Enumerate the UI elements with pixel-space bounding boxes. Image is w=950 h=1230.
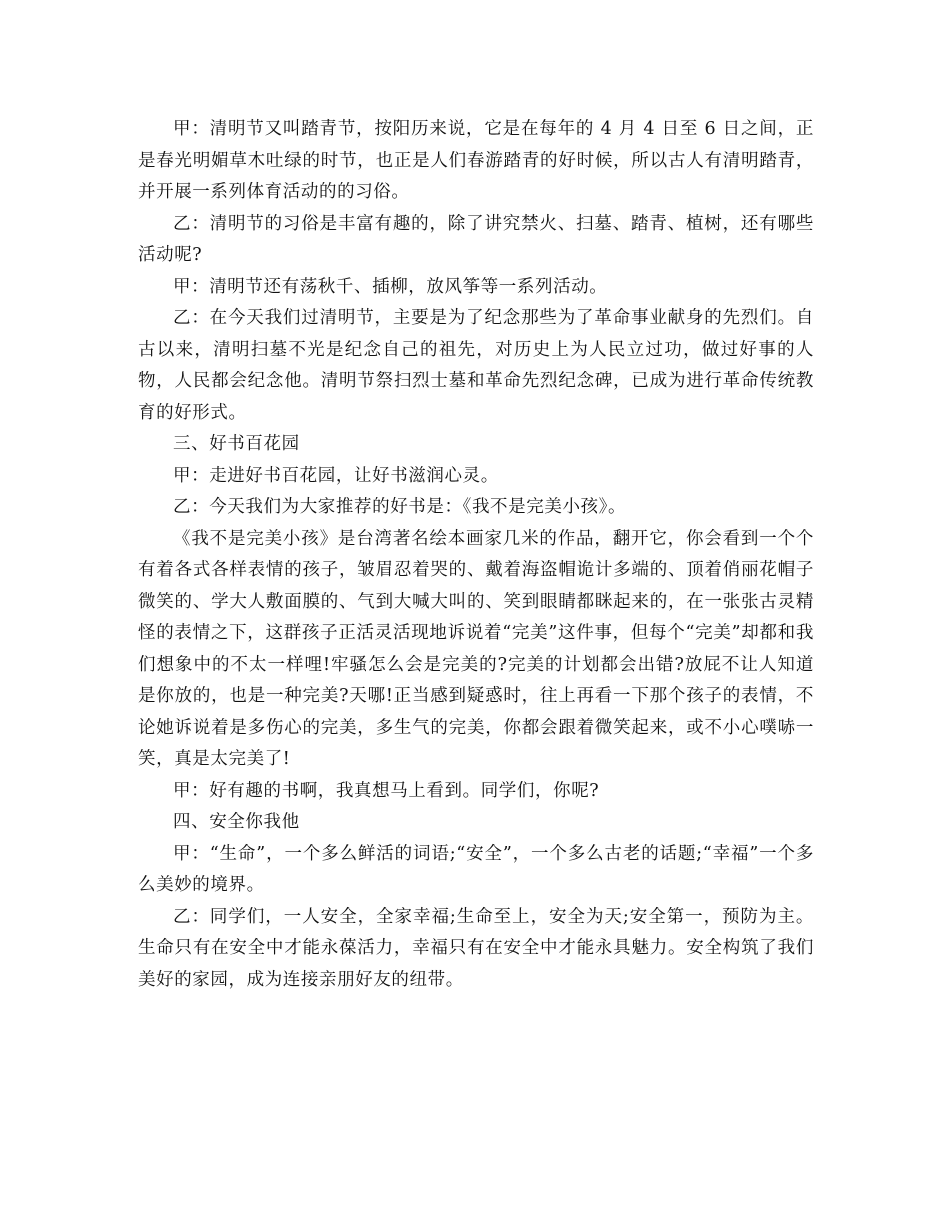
paragraph-activities: 甲：清明节还有荡秋千、插柳，放风筝等一系列活动。 [173,276,608,297]
paragraph-book-description: 《我不是完美小孩》是台湾著名绘本画家几米的作品，翻开它，你会看到一个个有着各式各样表情的孩子，皱眉忍着哭的、戴着海盗帽诡计多端的、顶着俏丽花帽子微笑的、学大人敷面膜的、气到大喊大叫的、笑到眼睛都眯起来的，在一张张古灵精怪的表情之下，这群孩子正活灵活现地诉说着“完美”这件事，但每个“完美”却都和我们想象中的不太一样哩!牢骚怎么会是完美的?完美的计划都会出错?放屁不让人知道是你放的，也是一种完美?天哪!正当感到疑惑时，往上再看一下那个孩子的表情，不论她诉说着是多伤心的完美，多生气的完美，你都会跟着微笑起来，或不小心噗哧一笑，真是太完美了! [138,528,814,769]
paragraph-book-reaction: 甲：好有趣的书啊，我真想马上看到。同学们，你呢? [173,780,600,801]
paragraph-safety-intro: 甲：“生命”，一个多么鲜活的词语;“安全”，一个多么古老的话题;“幸福”一个多么美妙的境界。 [138,843,814,895]
paragraph-safety-message: 乙：同学们，一人安全，全家幸福;生命至上，安全为天;安全第一，预防为主。生命只有在安全中才能永葆活力，幸福只有在安全中才能永具魅力。安全构筑了我们美好的家园，成为连接亲朋好友的纽带。 [138,906,814,990]
paragraph-qingming-intro: 甲：清明节又叫踏青节，按阳历来说，它是在每年的 4 月 4 日至 6 日之间，正是春光明媚草木吐绿的时节，也正是人们春游踏青的好时候，所以古人有清明踏青，并开展一系列体育活动的的习俗。 [138,119,814,202]
document-page [138,114,814,996]
paragraph-commemoration: 乙：在今天我们过清明节，主要是为了纪念那些为了革命事业献身的先烈们。自古以来，清明扫墓不光是纪念自己的祖先，对历史上为人民立过功，做过好事的人物，人民都会纪念他。清明节祭扫烈士墓和革命先烈纪念碑，已成为进行革命传统教育的好形式。 [138,308,814,423]
section-heading-safety: 四、安全你我他 [173,812,300,832]
paragraph-book-intro: 甲：走进好书百花园，让好书滋润心灵。 [173,465,499,486]
paragraph-customs-question: 乙：清明节的习俗是丰富有趣的，除了讲究禁火、扫墓、踏青、植树，还有哪些活动呢? [138,213,814,265]
paragraph-book-recommend: 乙：今天我们为大家推荐的好书是：《我不是完美小孩》。 [173,497,627,517]
section-heading-books: 三、好书百花园 [173,434,300,454]
